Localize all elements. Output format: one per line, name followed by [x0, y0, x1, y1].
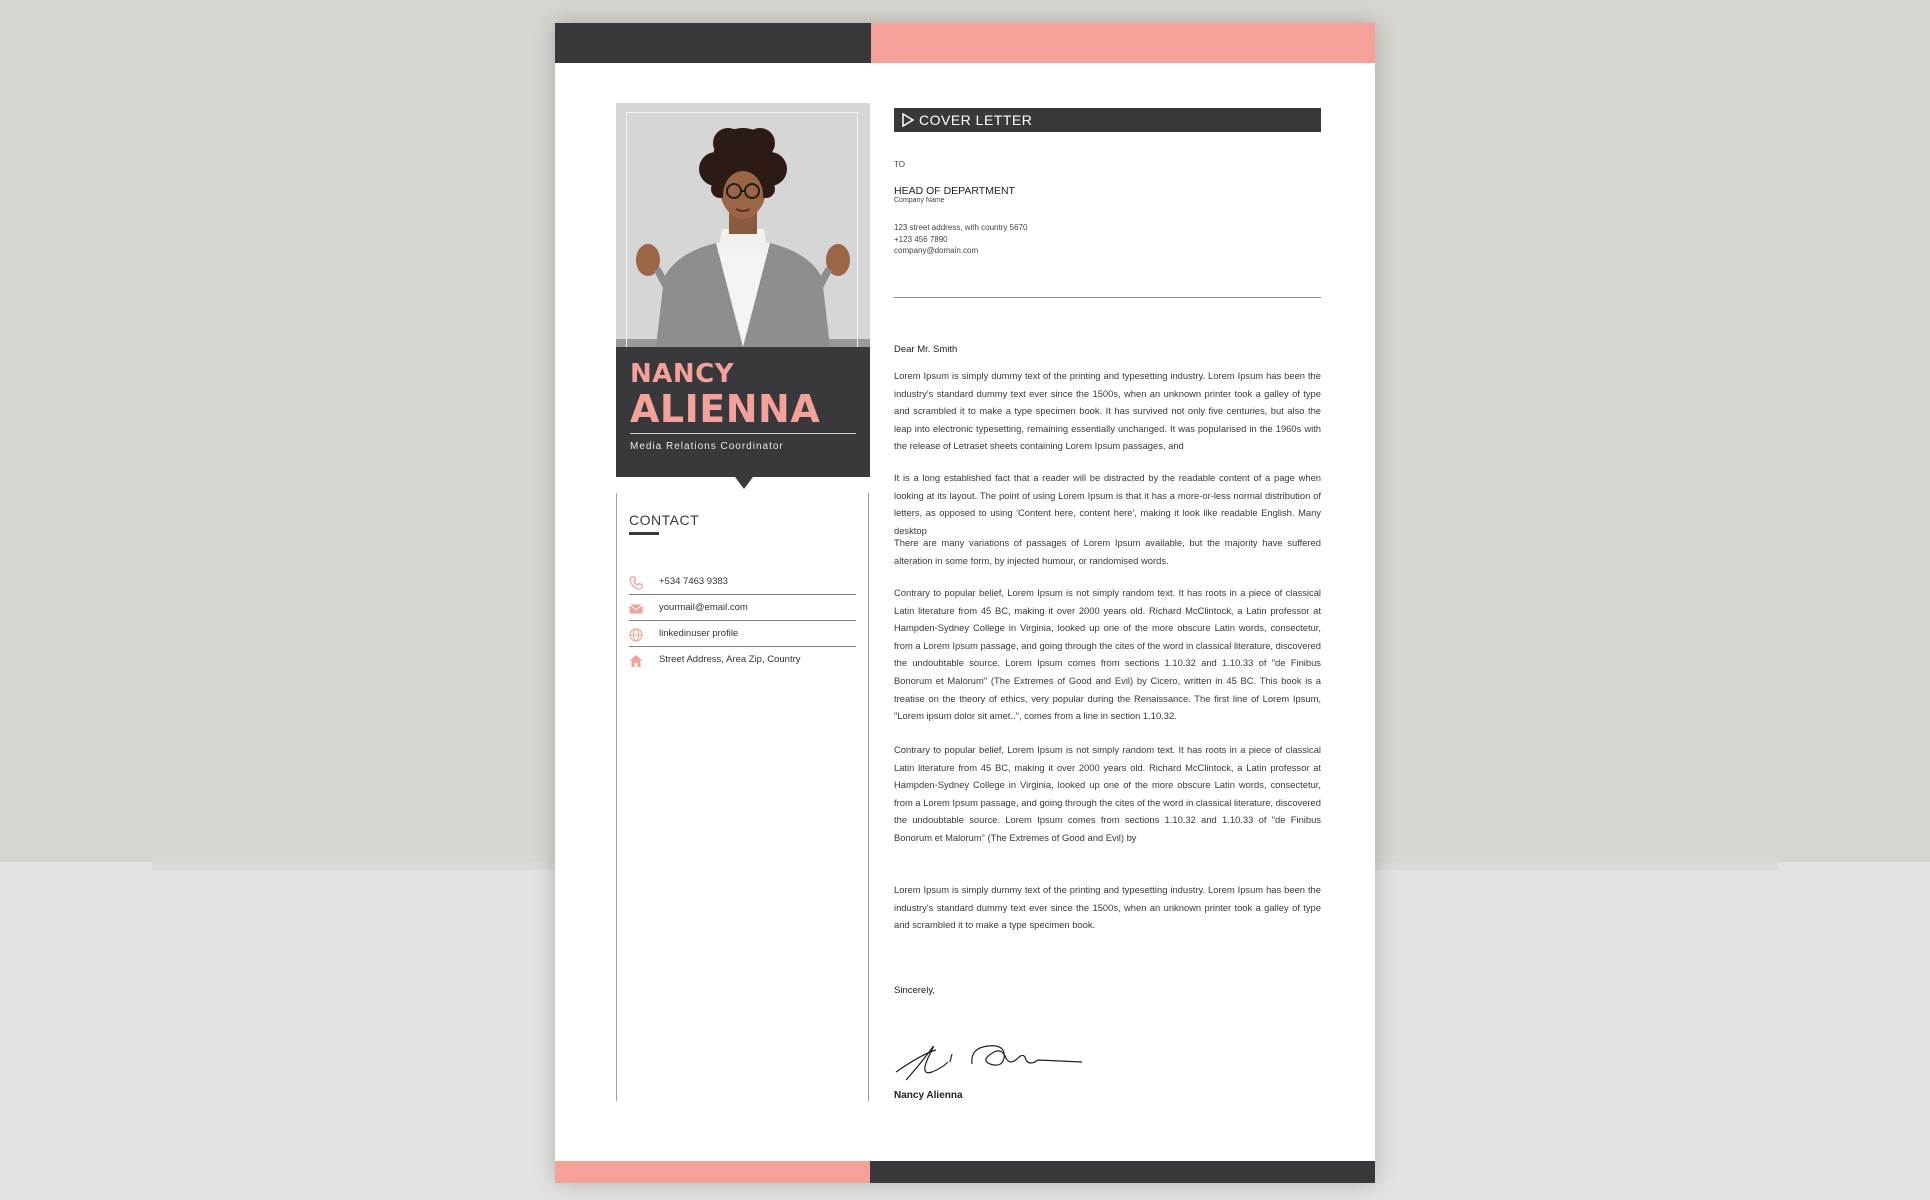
last-name: ALIENNA — [630, 387, 821, 431]
left-column-border — [616, 493, 617, 1101]
contact-website — [629, 621, 856, 647]
bottom-bar-dark — [870, 1161, 1375, 1183]
recipient-email: company@domain.com — [894, 246, 979, 255]
play-icon — [901, 113, 915, 127]
closing: Sincerely, — [894, 985, 936, 996]
letter-paragraph: Lorem Ipsum is simply dummy text of the printing and typesetting industry. Lorem Ipsum has been the industry's standard dummy text ever since the 1500s, when an unknown printer took a galley of type and scrambled it to make a type specimen book. It has survived not only five centuries, but also the leap into electronic typesetting, remaining essentially unchanged. It was popularised in the 1960s with the release of Letraset sheets containing Lorem Ipsum passages, and — [894, 370, 1321, 452]
first-name: NANCY — [630, 359, 735, 389]
bottom-bar-accent — [555, 1161, 870, 1183]
mail-icon — [629, 602, 643, 616]
contact-phone — [629, 569, 856, 595]
name-block-pointer — [735, 477, 753, 489]
contact-heading: CONTACT — [629, 512, 700, 528]
to-label: TO — [894, 160, 905, 169]
letter-paragraph: Lorem Ipsum is simply dummy text of the printing and typesetting industry. Lorem Ipsum has been the industry's standard dummy text ever since the 1500s, when an unknown printer took a galley of type and scrambled it to make a type specimen book. — [894, 884, 1321, 931]
contact-address — [629, 647, 856, 673]
home-icon — [629, 654, 643, 668]
cover-letter-page — [555, 23, 1375, 1183]
recipient-title: HEAD OF DEPARTMENT — [894, 185, 1015, 197]
contact-email-text: yourmail@email.com — [659, 602, 748, 613]
cover-letter-title: COVER LETTER — [919, 112, 1033, 128]
name-divider — [630, 433, 856, 434]
name-block — [616, 347, 870, 477]
company-name: Company Name — [894, 197, 945, 204]
contact-website-text: linkedinuser profile — [659, 628, 739, 639]
portrait-photo — [616, 103, 870, 347]
contact-address-text: Street Address, Area Zip, Country — [659, 654, 801, 665]
letter-paragraph: It is a long established fact that a reader will be distracted by the readable content of a page when looking at its layout. The point of using Lorem Ipsum is that it has a more-or-less normal distribution of letters, as opposed to using 'Content here, content here', making it look like readable English. Many desktop — [894, 472, 1321, 536]
contact-phone-text: +534 7463 9383 — [659, 576, 728, 587]
greeting: Dear Mr. Smith — [894, 344, 958, 355]
contact-email — [629, 595, 856, 621]
recipient-phone: +123 456 7890 — [894, 235, 948, 244]
signature-image — [892, 1028, 1092, 1086]
letter-paragraph: Contrary to popular belief, Lorem Ipsum is not simply random text. It has roots in a piece of classical Latin literature from 45 BC, making it over 2000 years old. Richard McClintock, a Latin professor at Hampden-Sydney College in Virginia, looked up one of the more obscure Latin words, consectetur, from a Lorem Ipsum passage, and going through the cites of the word in classical literature, discovered the undoubtable source. Lorem Ipsum comes from sections 1.10.32 and 1.10.33 of "de Finibus Bonorum et Malorum" (The Extremes of Good and Evil) by Cicero, written in 45 BC. This book is a treatise on the theory of ethics, very popular during the Renaissance. The first line of Lorem Ipsum, "Lorem ipsum dolor sit amet..", comes from a line in section 1.10.32. — [894, 587, 1321, 722]
letter-paragraph: There are many variations of passages of Lorem Ipsum available, but the majority have suffered alteration in some form, by injected humour, or randomised words. — [894, 537, 1321, 566]
recipient-address: 123 street address, with country 5670 — [894, 223, 1028, 232]
header-separator — [894, 297, 1321, 298]
photo-frame — [626, 112, 858, 347]
contact-underline — [629, 532, 659, 535]
signer-name: Nancy Alienna — [894, 1090, 963, 1101]
cover-letter-header — [894, 108, 1321, 132]
globe-icon — [629, 628, 643, 642]
top-bar-dark — [555, 23, 871, 63]
phone-icon — [629, 576, 643, 590]
top-bar-accent — [871, 23, 1375, 63]
letter-paragraph: Contrary to popular belief, Lorem Ipsum is not simply random text. It has roots in a piece of classical Latin literature from 45 BC, making it over 2000 years old. Richard McClintock, a Latin professor at Hampden-Sydney College in Virginia, looked up one of the more obscure Latin words, consectetur, from a Lorem Ipsum passage, and going through the cites of the word in classical literature, discovered the undoubtable source. Lorem Ipsum comes from sections 1.10.32 and 1.10.33 of "de Finibus Bonorum et Malorum" (The Extremes of Good and Evil) by — [894, 744, 1321, 843]
right-column-border — [868, 493, 869, 1101]
job-title: Media Relations Coordinator — [630, 441, 784, 452]
